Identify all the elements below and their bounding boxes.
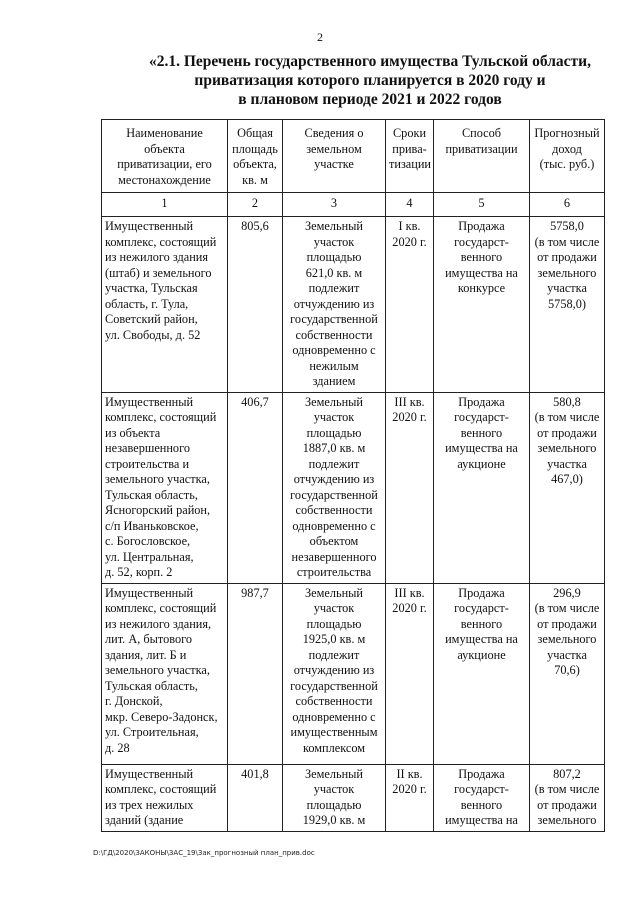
cell-income: 580,8 (в том числе от продажи земельного участка 467,0): [530, 392, 605, 583]
cell-land: Земельный участок площадью 1925,0 кв. м подлежит отчуждению из государственной собственности одновременно с имущественным комплексом: [283, 583, 386, 764]
header-forecast-income: Прогнозный доход (тыс. руб.): [530, 120, 605, 193]
cell-method: Продажа государст- венного имущества на: [434, 764, 530, 831]
page-title: «2.1. Перечень государственного имущества Тульской области, приватизация которого планируется в 2020 году и в плановом периоде 2021 и 2022 годов: [149, 53, 591, 108]
column-number: 4: [386, 193, 434, 217]
cell-object-name: Имущественный комплекс, состоящий из нежилого здания (штаб) и земельного участка, Тульская область, г. Тула, Советский район, ул. Свободы, д. 52: [102, 217, 228, 393]
table-row: [102, 217, 605, 393]
cell-term: II кв. 2020 г.: [386, 764, 434, 831]
cell-object-name: Имущественный комплекс, состоящий из объекта незавершенного строительства и земельного участка, Тульская область, Ясногорский район, с/п Иваньковское, с. Богословское, ул. Центральная, д. 52, корп. 2: [102, 392, 228, 583]
table-row: [102, 392, 605, 583]
cell-object-name: Имущественный комплекс, состоящий из нежилого здания, лит. А, бытового здания, лит. Б и земельного участка, Тульская область, г. Донской, мкр. Северо-Задонск, ул. Строительная, д. 28: [102, 583, 228, 764]
cell-method: Продажа государст- венного имущества на аукционе: [434, 583, 530, 764]
cell-method: Продажа государст- венного имущества на конкурсе: [434, 217, 530, 393]
cell-land: Земельный участок площадью 1929,0 кв. м: [283, 764, 386, 831]
cell-term: III кв. 2020 г.: [386, 583, 434, 764]
cell-area: 401,8: [228, 764, 283, 831]
table-row: [102, 764, 605, 831]
column-number: 5: [434, 193, 530, 217]
header-privatization-term: Сроки прива- тизации: [386, 120, 434, 193]
cell-term: I кв. 2020 г.: [386, 217, 434, 393]
privatization-table: [101, 119, 605, 832]
column-number-row: [102, 193, 605, 217]
cell-income: 807,2 (в том числе от продажи земельного: [530, 764, 605, 831]
cell-income: 5758,0 (в том числе от продажи земельного участка 5758,0): [530, 217, 605, 393]
header-object-name: Наименование объекта приватизации, его местонахождение: [102, 120, 228, 193]
column-number: 1: [102, 193, 228, 217]
column-number: 6: [530, 193, 605, 217]
page-number: 2: [317, 30, 323, 44]
cell-area: 406,7: [228, 392, 283, 583]
file-path-footer: D:\ГД\2020\ЗАКОНЫ\ЗАС_19\Зак_прогнозный план_прив.doc: [93, 849, 315, 857]
header-privatization-method: Способ приватизации: [434, 120, 530, 193]
cell-land: Земельный участок площадью 621,0 кв. м подлежит отчуждению из государственной собственности одновременно с нежилым зданием: [283, 217, 386, 393]
cell-income: 296,9 (в том числе от продажи земельного участка 70,6): [530, 583, 605, 764]
header-land-info: Сведения о земельном участке: [283, 120, 386, 193]
table-header-row: [102, 120, 605, 193]
cell-area: 805,6: [228, 217, 283, 393]
cell-term: III кв. 2020 г.: [386, 392, 434, 583]
column-number: 2: [228, 193, 283, 217]
header-total-area: Общая площадь объекта, кв. м: [228, 120, 283, 193]
column-number: 3: [283, 193, 386, 217]
cell-object-name: Имущественный комплекс, состоящий из трех нежилых зданий (здание: [102, 764, 228, 831]
cell-method: Продажа государст- венного имущества на аукционе: [434, 392, 530, 583]
cell-area: 987,7: [228, 583, 283, 764]
cell-land: Земельный участок площадью 1887,0 кв. м подлежит отчуждению из государственной собственности одновременно с объектом незавершенного строительства: [283, 392, 386, 583]
table-row: [102, 583, 605, 764]
